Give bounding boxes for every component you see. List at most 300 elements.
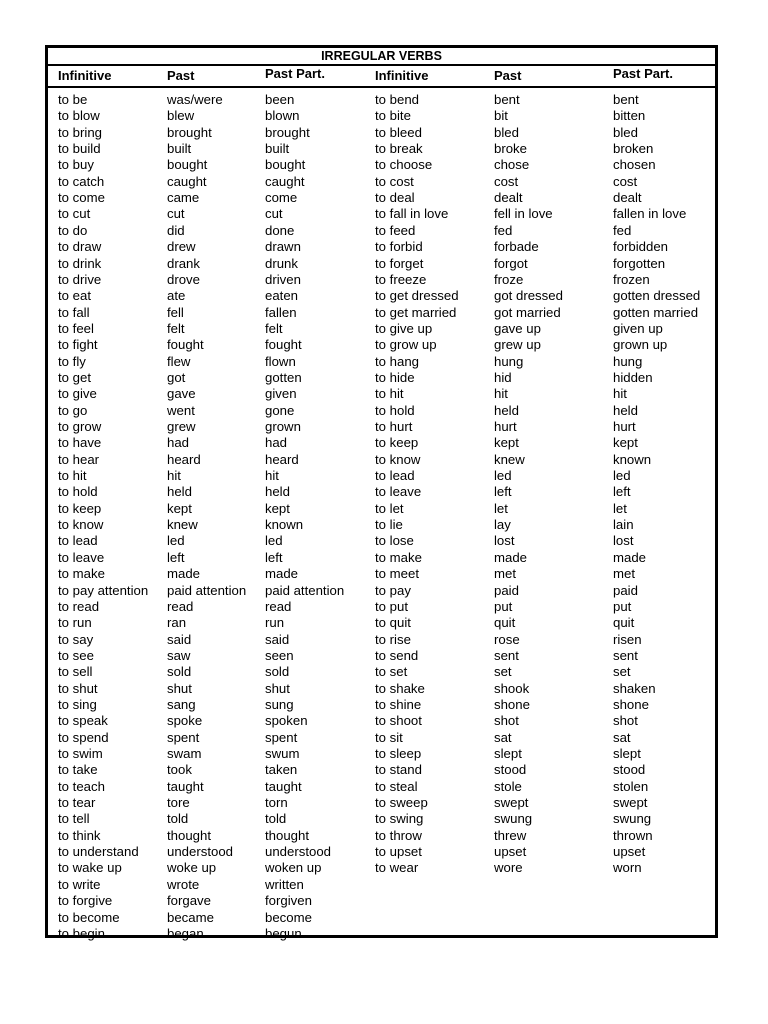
cell-past-2: cost: [494, 173, 519, 189]
cell-infinitive-2: to stand: [375, 762, 422, 778]
cell-past-participle-2: hit: [613, 386, 627, 402]
cell-past: got: [167, 369, 186, 385]
cell-infinitive-2: to rise: [375, 631, 411, 647]
cell-past-2: sat: [494, 729, 512, 745]
cell-infinitive: to run: [58, 615, 92, 631]
table-row: [48, 648, 715, 664]
cell-infinitive: to begin: [58, 925, 105, 941]
header-past-participle-2: Past Part.: [613, 66, 673, 81]
table-row: [48, 468, 715, 484]
cell-infinitive: to come: [58, 190, 105, 206]
cell-past: drove: [167, 271, 200, 287]
cell-infinitive: to sing: [58, 696, 97, 712]
cell-past: heard: [167, 451, 201, 467]
cell-past-participle-2: risen: [613, 631, 642, 647]
cell-infinitive-2: to set: [375, 664, 408, 680]
cell-infinitive: to tear: [58, 795, 96, 811]
cell-past: understood: [167, 844, 233, 860]
cell-past-2: let: [494, 500, 508, 516]
cell-infinitive: to read: [58, 598, 100, 614]
cell-infinitive-2: to break: [375, 141, 423, 157]
cell-past-2: stood: [494, 762, 527, 778]
cell-infinitive: to leave: [58, 549, 105, 565]
cell-past: swam: [167, 746, 202, 761]
cell-past-participle: had: [265, 435, 288, 451]
cell-infinitive: to eat: [58, 288, 91, 304]
cell-past-participle: led: [265, 533, 283, 549]
cell-past: hit: [167, 468, 181, 484]
cell-past: became: [167, 909, 214, 925]
table-row: [48, 910, 715, 926]
cell-past: had: [167, 435, 190, 451]
table-row: [48, 337, 715, 353]
cell-infinitive-2: to put: [375, 598, 408, 614]
cell-infinitive-2: to pay: [375, 582, 411, 598]
table-row: [48, 435, 715, 451]
cell-infinitive-2: to wear: [375, 860, 419, 876]
cell-infinitive-2: to give up: [375, 320, 433, 336]
cell-infinitive: to write: [58, 876, 101, 892]
cell-past-participle: seen: [265, 647, 294, 663]
cell-infinitive-2: to upset: [375, 844, 422, 860]
cell-past-participle-2: fallen in love: [613, 206, 687, 222]
cell-infinitive-2: to lose: [375, 533, 414, 549]
cell-infinitive: to hit: [58, 468, 87, 484]
header-past: Past: [167, 68, 195, 83]
cell-past-participle: run: [265, 615, 285, 631]
cell-infinitive-2: to hold: [375, 402, 415, 418]
table-row: [48, 517, 715, 533]
table-row: [48, 632, 715, 648]
cell-past-participle-2: met: [613, 566, 635, 582]
table-row: [48, 844, 715, 860]
cell-past: went: [167, 402, 195, 418]
cell-infinitive-2: to shine: [375, 696, 422, 712]
cell-infinitive-2: to forbid: [375, 239, 423, 255]
cell-past: spent: [167, 729, 200, 745]
cell-past: drank: [167, 255, 200, 271]
cell-infinitive-2: to deal: [375, 190, 415, 206]
cell-past: felt: [167, 320, 185, 336]
cell-past-participle: held: [265, 484, 290, 500]
cell-infinitive-2: to hurt: [375, 419, 413, 434]
table-row: [48, 223, 715, 239]
cell-past-2: put: [494, 598, 513, 614]
cell-past-participle-2: slept: [613, 746, 641, 761]
table-row: [48, 583, 715, 599]
cell-past-2: sent: [494, 647, 519, 663]
cell-past-participle: felt: [265, 320, 283, 336]
table-row: [48, 860, 715, 876]
cell-past: spoke: [167, 713, 203, 729]
cell-past: forgave: [167, 893, 211, 909]
cell-past: drew: [167, 239, 196, 255]
cell-past: flew: [167, 353, 191, 369]
table-row: [48, 272, 715, 288]
cell-infinitive: to become: [58, 909, 120, 925]
cell-infinitive: to hold: [58, 484, 98, 500]
cell-past-participle: eaten: [265, 288, 299, 304]
cell-past-participle: said: [265, 631, 290, 647]
cell-past: fought: [167, 337, 204, 353]
cell-past-participle: forgiven: [265, 893, 312, 909]
table-row: [48, 697, 715, 713]
cell-infinitive: to feel: [58, 320, 94, 336]
cell-past-2: paid: [494, 582, 519, 598]
cell-past-participle-2: hung: [613, 353, 643, 369]
cell-past-2: knew: [494, 451, 525, 467]
cell-past-participle-2: forgotten: [613, 255, 666, 271]
cell-past-participle: heard: [265, 451, 299, 467]
cell-infinitive: to tell: [58, 811, 90, 827]
cell-infinitive-2: to get married: [375, 304, 457, 320]
table-row: [48, 550, 715, 566]
cell-past: said: [167, 631, 192, 647]
cell-infinitive: to spend: [58, 729, 109, 745]
table-row: [48, 288, 715, 304]
cell-past-2: fed: [494, 222, 513, 238]
cell-past: caught: [167, 173, 207, 189]
table-row: [48, 484, 715, 500]
cell-past-participle: woken up: [265, 860, 322, 876]
cell-past-2: bled: [494, 124, 519, 140]
cell-past-participle: blown: [265, 108, 300, 124]
cell-past-participle: cut: [265, 206, 283, 222]
cell-past-participle: gotten: [265, 369, 302, 385]
table-title: IRREGULAR VERBS: [48, 48, 715, 66]
header-past-participle: Past Part.: [265, 66, 325, 81]
table-row: [48, 615, 715, 631]
cell-infinitive-2: to cost: [375, 173, 414, 189]
cell-past-participle-2: sat: [613, 729, 631, 745]
cell-past-participle-2: held: [613, 402, 638, 418]
cell-past-2: shot: [494, 713, 519, 729]
cell-infinitive-2: to hit: [375, 386, 404, 402]
cell-past-participle: drunk: [265, 255, 298, 271]
cell-past-participle: built: [265, 141, 290, 157]
cell-past-participle: taught: [265, 778, 302, 794]
header-infinitive: Infinitive: [58, 68, 112, 83]
table-row: [48, 386, 715, 402]
cell-infinitive: to go: [58, 402, 88, 418]
table-row: [48, 452, 715, 468]
table-row: [48, 664, 715, 680]
cell-infinitive-2: to lead: [375, 468, 415, 484]
cell-infinitive: to make: [58, 566, 105, 582]
cell-past-participle: come: [265, 190, 298, 206]
cell-past: bought: [167, 157, 208, 173]
cell-past-2: dealt: [494, 190, 523, 206]
cell-infinitive-2: to forget: [375, 255, 424, 271]
cell-past-participle-2: swung: [613, 811, 652, 827]
cell-past: led: [167, 533, 185, 549]
cell-infinitive-2: to leave: [375, 484, 422, 500]
cell-infinitive-2: to keep: [375, 435, 419, 451]
table-row: [48, 926, 715, 942]
cell-past-2: upset: [494, 844, 527, 860]
cell-infinitive-2: to sweep: [375, 795, 428, 811]
cell-infinitive-2: to get dressed: [375, 288, 459, 304]
table-row: [48, 599, 715, 615]
cell-past-participle-2: set: [613, 664, 631, 680]
cell-past-2: kept: [494, 435, 519, 451]
cell-past-2: set: [494, 664, 512, 680]
cell-past: was/were: [167, 92, 223, 107]
header-past-2: Past: [494, 68, 522, 83]
cell-infinitive-2: to fall in love: [375, 206, 449, 222]
cell-past-2: got dressed: [494, 288, 563, 304]
table-row: [48, 403, 715, 419]
cell-past-participle: known: [265, 517, 304, 533]
cell-infinitive: to wake up: [58, 860, 122, 876]
cell-past-2: swung: [494, 811, 533, 827]
table-row: [48, 762, 715, 778]
cell-past-participle: fallen: [265, 304, 297, 320]
cell-infinitive-2: to lie: [375, 517, 403, 533]
cell-past: sold: [167, 664, 192, 680]
cell-past-participle: done: [265, 222, 295, 238]
cell-past-participle-2: kept: [613, 435, 638, 451]
cell-past-participle-2: shone: [613, 696, 649, 712]
table-row: [48, 730, 715, 746]
cell-past-participle-2: cost: [613, 173, 638, 189]
cell-infinitive: to drive: [58, 271, 102, 287]
table-row: [48, 206, 715, 222]
cell-past-participle: made: [265, 566, 298, 582]
cell-past: ate: [167, 288, 186, 304]
cell-past-participle-2: grown up: [613, 337, 668, 353]
cell-past: took: [167, 762, 192, 778]
cell-infinitive: to teach: [58, 778, 105, 794]
cell-past-2: slept: [494, 746, 522, 761]
cell-past-participle: fought: [265, 337, 302, 353]
cell-past-2: forgot: [494, 255, 528, 271]
cell-past-participle-2: lain: [613, 517, 634, 533]
cell-past-participle: told: [265, 811, 287, 827]
cell-infinitive: to shut: [58, 680, 98, 696]
table-row: [48, 141, 715, 157]
cell-past-2: lost: [494, 533, 515, 549]
cell-past: paid attention: [167, 582, 247, 598]
cell-past: read: [167, 598, 194, 614]
irregular-verbs-table: [45, 45, 718, 941]
cell-infinitive: to drink: [58, 255, 102, 271]
cell-past-participle-2: thrown: [613, 827, 653, 843]
cell-past-2: hit: [494, 386, 508, 402]
cell-past-2: fell in love: [494, 206, 553, 222]
cell-infinitive: to sell: [58, 664, 93, 680]
cell-infinitive-2: to throw: [375, 827, 422, 843]
cell-past-2: bent: [494, 92, 520, 107]
cell-past-participle-2: fed: [613, 222, 632, 238]
cell-past-participle-2: gotten dressed: [613, 288, 701, 304]
cell-past-participle: caught: [265, 173, 305, 189]
cell-infinitive-2: to freeze: [375, 271, 427, 287]
cell-infinitive-2: to meet: [375, 566, 419, 582]
cell-past: woke up: [167, 860, 217, 876]
cell-past: kept: [167, 500, 192, 516]
cell-infinitive: to take: [58, 762, 98, 778]
table-row: [48, 92, 715, 108]
cell-past-participle-2: made: [613, 549, 646, 565]
cell-infinitive-2: to steal: [375, 778, 418, 794]
cell-past-participle-2: dealt: [613, 190, 642, 206]
cell-past-participle: read: [265, 598, 292, 614]
cell-infinitive-2: to grow up: [375, 337, 437, 353]
cell-past: grew: [167, 419, 196, 434]
cell-past-participle: gone: [265, 402, 295, 418]
cell-past-participle-2: forbidden: [613, 239, 668, 255]
cell-infinitive: to understand: [58, 844, 139, 860]
cell-past-participle-2: quit: [613, 615, 635, 631]
cell-past-participle: torn: [265, 795, 288, 811]
cell-past-participle-2: paid: [613, 582, 638, 598]
cell-past-participle: sung: [265, 696, 294, 712]
cell-past-participle: thought: [265, 827, 309, 843]
cell-past-participle-2: swept: [613, 795, 648, 811]
cell-past-participle-2: chosen: [613, 157, 656, 173]
table-row: [48, 893, 715, 909]
cell-infinitive: to swim: [58, 746, 103, 761]
cell-past-participle-2: put: [613, 598, 632, 614]
cell-past: shut: [167, 680, 192, 696]
cell-infinitive: to fight: [58, 337, 98, 353]
cell-past-participle-2: led: [613, 468, 631, 484]
cell-past-2: froze: [494, 271, 524, 287]
cell-past-participle: been: [265, 92, 295, 107]
cell-past: gave: [167, 386, 196, 402]
cell-past-participle: shut: [265, 680, 290, 696]
table-row: [48, 566, 715, 582]
cell-infinitive: to bring: [58, 124, 102, 140]
table-row: [48, 108, 715, 124]
cell-past-participle-2: bled: [613, 124, 638, 140]
table-row: [48, 190, 715, 206]
cell-past-participle: kept: [265, 500, 290, 516]
cell-past: made: [167, 566, 200, 582]
cell-past-2: made: [494, 549, 527, 565]
cell-infinitive: to draw: [58, 239, 102, 255]
cell-past-2: forbade: [494, 239, 539, 255]
cell-past-participle: left: [265, 549, 283, 565]
cell-past-participle: brought: [265, 124, 310, 140]
cell-past-participle: flown: [265, 353, 296, 369]
cell-infinitive: to blow: [58, 108, 100, 124]
cell-past-participle: spoken: [265, 713, 308, 729]
cell-infinitive: to pay attention: [58, 582, 149, 598]
table-row: [48, 354, 715, 370]
cell-infinitive-2: to know: [375, 451, 421, 467]
cell-past: told: [167, 811, 189, 827]
cell-infinitive-2: to hide: [375, 369, 415, 385]
cell-past: thought: [167, 827, 211, 843]
cell-infinitive: to hear: [58, 451, 100, 467]
cell-infinitive-2: to quit: [375, 615, 411, 631]
cell-past-2: broke: [494, 141, 527, 157]
cell-past-2: quit: [494, 615, 516, 631]
cell-past-participle-2: gotten married: [613, 304, 699, 320]
cell-infinitive-2: to bleed: [375, 124, 422, 140]
cell-past-participle-2: worn: [613, 860, 642, 876]
cell-past-2: stole: [494, 778, 522, 794]
cell-past-2: lay: [494, 517, 511, 533]
table-row: [48, 828, 715, 844]
cell-past-2: grew up: [494, 337, 541, 353]
cell-past: did: [167, 222, 185, 238]
cell-past-participle: taken: [265, 762, 298, 778]
table-row: [48, 239, 715, 255]
cell-infinitive-2: to let: [375, 500, 404, 516]
cell-past-participle-2: stood: [613, 762, 646, 778]
cell-past-participle: begun: [265, 925, 302, 941]
cell-infinitive-2: to make: [375, 549, 422, 565]
table-row: [48, 419, 715, 435]
table-row: [48, 174, 715, 190]
cell-past: left: [167, 549, 185, 565]
cell-past-participle: bought: [265, 157, 306, 173]
cell-past-2: rose: [494, 631, 520, 647]
table-row: [48, 157, 715, 173]
cell-infinitive: to speak: [58, 713, 108, 729]
cell-infinitive-2: to send: [375, 647, 419, 663]
cell-past-participle: driven: [265, 271, 301, 287]
cell-infinitive: to have: [58, 435, 102, 451]
cell-infinitive: to lead: [58, 533, 98, 549]
cell-past: brought: [167, 124, 212, 140]
cell-past: built: [167, 141, 192, 157]
cell-past-participle-2: sent: [613, 647, 638, 663]
table-row: [48, 370, 715, 386]
table-row: [48, 321, 715, 337]
cell-past-participle-2: let: [613, 500, 627, 516]
cell-past-participle-2: hidden: [613, 369, 653, 385]
cell-infinitive: to catch: [58, 173, 105, 189]
cell-past-participle: hit: [265, 468, 279, 484]
cell-infinitive: to buy: [58, 157, 94, 173]
cell-infinitive-2: to hang: [375, 353, 419, 369]
header-row: [48, 66, 715, 88]
table-row: [48, 779, 715, 795]
cell-past: tore: [167, 795, 190, 811]
table-row: [48, 811, 715, 827]
cell-past: held: [167, 484, 192, 500]
table-row: [48, 501, 715, 517]
table-row: [48, 877, 715, 893]
cell-past-2: held: [494, 402, 519, 418]
cell-past-participle: understood: [265, 844, 331, 860]
cell-past-2: left: [494, 484, 512, 500]
cell-past-participle-2: broken: [613, 141, 654, 157]
cell-past-participle: grown: [265, 419, 301, 434]
table-row: [48, 681, 715, 697]
cell-past-participle-2: bent: [613, 92, 639, 107]
cell-past-participle-2: lost: [613, 533, 634, 549]
cell-past: taught: [167, 778, 204, 794]
cell-infinitive: to see: [58, 647, 94, 663]
cell-past-participle-2: known: [613, 451, 652, 467]
cell-infinitive: to say: [58, 631, 94, 647]
cell-past-2: bit: [494, 108, 508, 124]
cell-past-2: shone: [494, 696, 530, 712]
cell-infinitive: to do: [58, 222, 88, 238]
cell-past-2: met: [494, 566, 516, 582]
cell-infinitive-2: to shoot: [375, 713, 422, 729]
cell-infinitive-2: to choose: [375, 157, 433, 173]
cell-infinitive: to fly: [58, 353, 86, 369]
cell-infinitive: to grow: [58, 419, 102, 434]
cell-infinitive: to fall: [58, 304, 90, 320]
cell-past: fell: [167, 304, 184, 320]
